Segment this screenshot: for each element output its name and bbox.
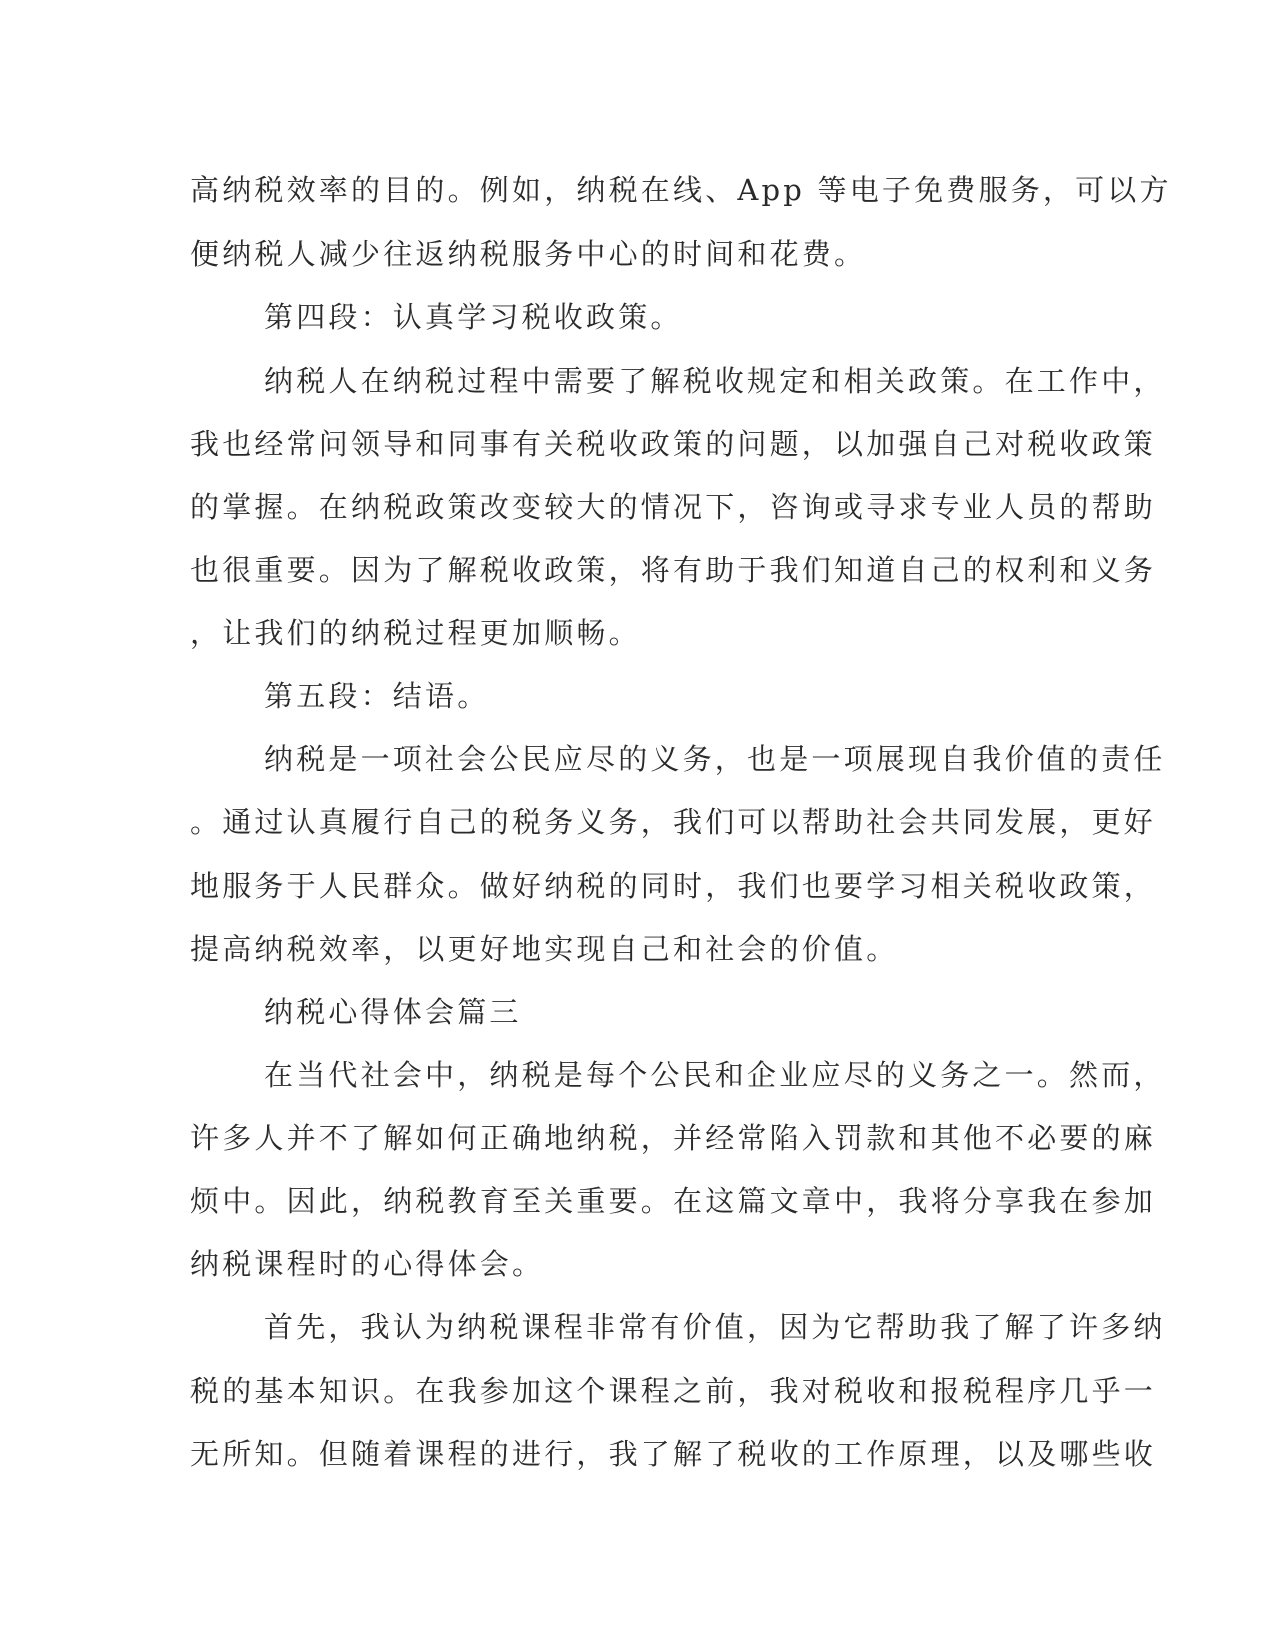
text-line: 纳税课程时的心得体会。 <box>190 1247 545 1281</box>
text-line: 首先，我认为纳税课程非常有价值，因为它帮助我了解了许多纳 <box>264 1310 1166 1344</box>
text-line: 便纳税人减少往返纳税服务中心的时间和花费。 <box>190 237 867 271</box>
text-line: ，让我们的纳税过程更加顺畅。 <box>190 616 641 650</box>
article-title-3: 纳税心得体会篇三 <box>264 995 522 1029</box>
text-line: 无所知。但随着课程的进行，我了解了税收的工作原理，以及哪些收 <box>190 1437 1157 1471</box>
text-line: 的掌握。在纳税政策改变较大的情况下，咨询或寻求专业人员的帮助 <box>190 490 1157 524</box>
text-line: 税的基本知识。在我参加这个课程之前，我对税收和报税程序几乎一 <box>190 1374 1157 1408</box>
text-line: 许多人并不了解如何正确地纳税，并经常陷入罚款和其他不必要的麻 <box>190 1121 1157 1155</box>
text-line: 烦中。因此，纳税教育至关重要。在这篇文章中，我将分享我在参加 <box>190 1184 1157 1218</box>
text-line: 在当代社会中，纳税是每个公民和企业应尽的义务之一。然而， <box>264 1058 1166 1092</box>
text-line: 地服务于人民群众。做好纳税的同时，我们也要学习相关税收政策， <box>190 869 1157 903</box>
text-line: 提高纳税效率，以更好地实现自己和社会的价值。 <box>190 932 899 966</box>
section-heading-4: 第四段：认真学习税收政策。 <box>264 300 683 334</box>
text-line: 纳税人在纳税过程中需要了解税收规定和相关政策。在工作中， <box>264 364 1166 398</box>
text-line: 高纳税效率的目的。例如，纳税在线、App 等电子免费服务，可以方 <box>190 173 1172 207</box>
text-line: 纳税是一项社会公民应尽的义务，也是一项展现自我价值的责任 <box>264 742 1166 776</box>
text-line: 我也经常问领导和同事有关税收政策的问题，以加强自己对税收政策 <box>190 427 1157 461</box>
text-line: 。通过认真履行自己的税务义务，我们可以帮助社会共同发展，更好 <box>190 805 1157 839</box>
section-heading-5: 第五段：结语。 <box>264 679 490 713</box>
text-line: 也很重要。因为了解税收政策，将有助于我们知道自己的权利和义务 <box>190 553 1157 587</box>
